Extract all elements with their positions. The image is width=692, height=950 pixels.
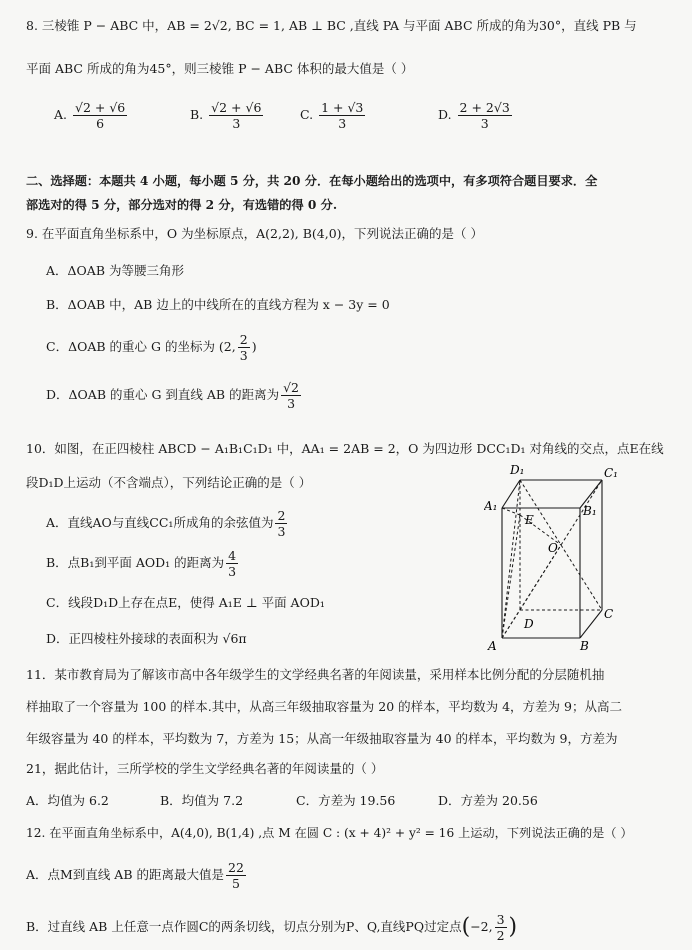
section2-instructions-line2: 部选对的得 5 分，部分选对的得 2 分，有选错的得 0 分. bbox=[26, 198, 338, 212]
label-d1: D₁ bbox=[510, 463, 525, 477]
seg-a-e bbox=[502, 515, 520, 638]
q8-option-b: B. $\frac{√2 + √6}{3}$ bbox=[190, 100, 262, 131]
q10-option-b: B．点B₁到平面 AOD₁ 的距离为 $\frac{4}{3}$ bbox=[46, 548, 237, 579]
q11-option-a: A．均值为 6.2 bbox=[26, 793, 109, 808]
label-a1: A₁ bbox=[484, 499, 498, 513]
q12-stem: 12. 在平面直角坐标系中，A(4,0), B(1,4) ,点 M 在圆 C : (x + 4)² + y² = 16 上运动，下列说法正确的是（ ） bbox=[26, 826, 633, 840]
q9-option-b: B．ΔOAB 中，AB 边上的中线所在的直线方程为 x − 3y = 0 bbox=[46, 297, 390, 312]
q11-stem-line4: 21，据此估计，三所学校的学生文学经典名著的年阅读量的（ ） bbox=[26, 761, 384, 776]
q10-option-a: A．直线AO与直线CC₁所成角的余弦值为 $\frac{2}{3}$ bbox=[46, 508, 286, 539]
q10-option-d: D．正四棱柱外接球的表面积为 √6π bbox=[46, 631, 247, 646]
q11-stem-line2: 样抽取了一个容量为 100 的样本.其中，从高三年级抽取容量为 20 的样本，平均数为 4，方差为 9；从高二 bbox=[26, 699, 622, 714]
q8-stem-line1: 8. 三棱锥 P − ABC 中，AB = 2√2, BC = 1, AB ⊥ BC ,直线 PA 与平面 ABC 所成的角为30°，直线 PB 与 bbox=[26, 18, 637, 33]
label-c1: C₁ bbox=[604, 466, 618, 480]
q10-option-c: C．线段D₁D上存在点E，使得 A₁E ⊥ 平面 AOD₁ bbox=[46, 595, 325, 610]
q9-stem: 9. 在平面直角坐标系中，O 为坐标原点，A(2,2), B(4,0)，下列说法正确的是（ ） bbox=[26, 226, 484, 241]
q9-option-d: D．ΔOAB 的重心 G 到直线 AB 的距离为 $\frac{√2}{3}$ bbox=[46, 380, 299, 411]
label-a: A bbox=[488, 639, 497, 653]
q11-option-d: D．方差为 20.56 bbox=[438, 793, 538, 808]
q8-option-c: C. $\frac{1 + √3}{3}$ bbox=[300, 100, 364, 131]
q9-option-a: A．ΔOAB 为等腰三角形 bbox=[46, 263, 184, 278]
q11-stem-line3: 年级容量为 40 的样本，平均数为 7，方差为 15；从高一年级抽取容量为 40 的样本，平均数为 9，方差为 bbox=[26, 731, 618, 746]
q8-stem-line2: 平面 ABC 所成的角为45°，则三棱锥 P − ABC 体积的最大值是（ ） bbox=[26, 61, 414, 76]
q11-stem-line1: 11．某市教育局为了解该市高中各年级学生的文学经典名著的年阅读量，采用样本比例分配的分层随机抽 bbox=[26, 667, 605, 682]
q11-option-c: C．方差为 19.56 bbox=[296, 793, 396, 808]
q12-option-a: A．点M到直线 AB 的距离最大值是 $\frac{22}{5}$ bbox=[26, 860, 244, 891]
q12-option-b: B．过直线 AB 上任意一点作圆C的两条切线，切点分别为P、Q,直线PQ过定点(−2, $\frac{3}{2}$ ) bbox=[26, 912, 518, 943]
seg-a1-e bbox=[502, 508, 520, 515]
q8-option-a: A. $\frac{√2 + √6}{6}$ bbox=[54, 100, 126, 131]
label-d: D bbox=[524, 617, 534, 631]
q10-prism-figure bbox=[484, 460, 624, 656]
label-b1: B₁ bbox=[583, 504, 597, 518]
q10-stem-line2: 段D₁D上运动（不含端点），下列结论正确的是（ ） bbox=[26, 475, 312, 490]
label-c: C bbox=[604, 607, 614, 621]
label-o: O bbox=[548, 541, 558, 555]
q8-option-d: D. $\frac{2 + 2√3}{3}$ bbox=[438, 100, 510, 131]
label-b: B bbox=[580, 639, 589, 653]
q9-option-c: C．ΔOAB 的重心 G 的坐标为 (2, $\frac{2}{3}$ ) bbox=[46, 332, 257, 363]
section2-instructions-line1: 二、选择题：本题共 4 小题，每小题 5 分，共 20 分．在每小题给出的选项中，有多项符合题目要求．全 bbox=[26, 174, 598, 188]
q10-stem-line1: 10．如图，在正四棱柱 ABCD − A₁B₁C₁D₁ 中，AA₁ = 2AB = 2，O 为四边形 DCC₁D₁ 对角线的交点，点E在线 bbox=[26, 441, 664, 456]
label-e: E bbox=[525, 513, 534, 527]
q11-option-b: B．均值为 7.2 bbox=[160, 793, 244, 808]
edge-a1-d1 bbox=[502, 480, 520, 508]
edge-b-c bbox=[580, 610, 602, 638]
